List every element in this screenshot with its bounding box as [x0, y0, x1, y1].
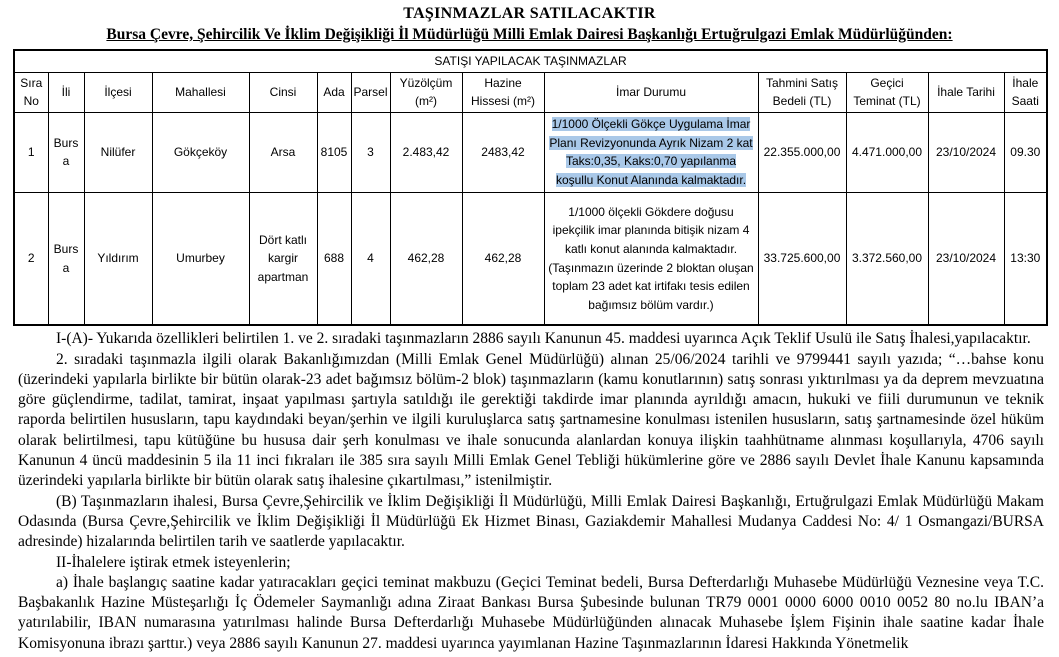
- cell-ihale-tarihi: 23/10/2024: [928, 112, 1004, 192]
- document-body-text: [18, 329, 1044, 654]
- cell-yuzolcum: 462,28: [390, 192, 462, 325]
- table-header-row: [14, 72, 1047, 112]
- column-header-gecici-teminat: Geçici Teminat (TL): [846, 72, 928, 112]
- column-header-yuzolcum: Yüzölçüm (m²): [390, 72, 462, 112]
- page-subtitle: Bursa Çevre, Şehircilik Ve İklim Değişikliği İl Müdürlüğü Milli Emlak Dairesi Başkanlığı Ertuğrulgazi Emlak Müdürlüğünden:: [106, 26, 953, 43]
- cell-ili: Bursa: [48, 112, 84, 192]
- paragraph-ihale-yeri: (B) Taşınmazların ihalesi, Bursa Çevre,Şehircilik ve İklim Değişikliği İl Müdürlüğü, Milli Emlak Dairesi Başkanlığı, Ertuğrulgazi Emlak Müdürlüğü Makam Odasında (Bursa Çevre,Şehircilik ve İklim Değişikliği İl Müdürlüğü Ek Hizmet Binası, Gaziakdemir Mahallesi Mudanya Caddesi No: 4/ 1 Osmangazi/BURSA adresinde) hizalarında belirtilen tarih ve saatlerde yapılacaktır.: [18, 492, 1044, 551]
- column-header-sira-no: Sıra No: [14, 72, 48, 112]
- cell-cinsi: Dört katlı kargir apartman: [249, 192, 317, 325]
- column-header-cinsi: Cinsi: [249, 72, 317, 112]
- cell-cinsi: Arsa: [249, 112, 317, 192]
- paragraph-bakanlik-yazisi: 2. sıradaki taşınmazla ilgili olarak Bakanlığımızdan (Milli Emlak Genel Müdürlüğü) alınan 25/06/2024 tarihli ve 9799441 sayılı yazıda; “…bahse konu (üzerindeki yapılarla birlikte bir bütün olarak-23 adet bağımsız bölüm-2 blok) taşınmazların (kamu konutlarının) satış sonrası yıktırılması ya da deprem mevzuatına göre güçlendirme, tadilat, tamirat, inşaat yapılması şartıyla satıldığı ile gerektiği takdirde imar planında ayrıldığı amacın, hukuki ve fiili durumunun ve teknik raporda belirtilen hususların, tapu kaydındaki beyan/şerhin ve ilgili kuruluşlarca satış şartnamesine konulması istenilen hususların, satış şartnamesinde özel hüküm olarak belirtilmesi, tapu kütüğüne bu hususa dair şerh konulması ve ihale sonucunda alanlardan konuya ilişkin taahhütname alınması koşullarıyla, 4706 sayılı Kanunun 4 üncü maddesinin 5 ila 11 inci fıkraları ile 385 sıra sayılı Milli Emlak Genel Tebliği hükümlerine göre ve 2886 sayılı Devlet İhale Kanunu kapsamında üzerindeki yapılarla birlikte bir bütün olarak satış ihalesine çıkartılması,” istenilmiştir.: [18, 350, 1044, 490]
- column-header-imar-durumu: İmar Durumu: [544, 72, 758, 112]
- cell-ada: 688: [317, 192, 351, 325]
- column-header-ihale-saati: İhale Saati: [1004, 72, 1047, 112]
- cell-imar-durumu: 1/1000 ölçekli Gökdere doğusu ipekçilik imar planında bitişik nizam 4 katlı konut alanında kalmaktadır.(Taşınmazın üzerinde 2 bloktan oluşan toplam 23 adet kat irtifakı tesis edilen bağımsız bölüm vardır.): [544, 192, 758, 325]
- cell-hazine-hissesi: 462,28: [462, 192, 544, 325]
- table-row: [14, 192, 1047, 325]
- table-caption-row: [14, 50, 1047, 72]
- paragraph-istirak-basligi: II-İhalelere iştirak etmek isteyenlerin;: [56, 553, 291, 571]
- document-header: [0, 0, 1059, 44]
- column-header-ilcesi: İlçesi: [84, 72, 152, 112]
- cell-mahallesi: Umurbey: [152, 192, 249, 325]
- paragraph-ihale-usulu: I-(A)- Yukarıda özellikleri belirtilen 1. ve 2. sıradaki taşınmazların 2886 sayılı Kanunun 45. maddesi uyarınca Açık Teklif Usulü ile Satış İhalesi,yapılacaktır.: [56, 330, 1031, 348]
- cell-mahallesi: Gökçeköy: [152, 112, 249, 192]
- column-header-hazine-hissesi: Hazine Hissesi (m²): [462, 72, 544, 112]
- column-header-ada: Ada: [317, 72, 351, 112]
- page-title: TAŞINMAZLAR SATILACAKTIR: [403, 5, 656, 22]
- cell-ada: 8105: [317, 112, 351, 192]
- paragraph-gecici-teminat-sartlari: a) İhale başlangıç saatine kadar yatıracakları geçici teminat makbuzu (Geçici Teminat bedeli, Bursa Defterdarlığı Muhasebe Müdürlüğü Veznesine veya T.C. Başbakanlık Hazine Müsteşarlığı İç Ödemeler Saymanlığı adına Ziraat Bankası Bursa Şubesinde bulunan TR79 0001 0000 6000 0010 0052 80 no.lu IBAN’a yatırılabilir, IBAN numarasına yatırılması halinde Bursa Defterdarlığı Muhasebe Müdürlüğünden alınacak Muhasebe İşlem Fişinin ihale saatine kadar İhale Komisyonuna ibrazı şarttır.) veya 2886 sayılı Kanunun 27. maddesi uyarınca yayımlanan Hazine Taşınmazlarının İdaresi Hakkında Yönetmelik: [18, 573, 1044, 652]
- column-header-tahmini-satis-bedeli: Tahmini Satış Bedeli (TL): [758, 72, 846, 112]
- cell-tahmini-satis-bedeli: 33.725.600,00: [758, 192, 846, 325]
- table-caption: SATIŞI YAPILACAK TAŞINMAZLAR: [14, 50, 1047, 72]
- column-header-mahallesi: Mahallesi: [152, 72, 249, 112]
- cell-tahmini-satis-bedeli: 22.355.000,00: [758, 112, 846, 192]
- cell-parsel: 3: [351, 112, 390, 192]
- column-header-parsel: Parsel: [351, 72, 390, 112]
- cell-ilcesi: Yıldırım: [84, 192, 152, 325]
- cell-ihale-saati: 09.30: [1004, 112, 1047, 192]
- cell-hazine-hissesi: 2483,42: [462, 112, 544, 192]
- cell-gecici-teminat: 3.372.560,00: [846, 192, 928, 325]
- cell-imar-durumu: [544, 112, 758, 192]
- cell-sira-no: 1: [14, 112, 48, 192]
- highlighted-text: 1/1000 Ölçekli Gökçe Uygulama İmar Planı Revizyonunda Ayrık Nizam 2 kat Taks:0,35, Kaks:0,70 yapılanma koşullu Konut Alanında kalmaktadır.: [549, 117, 753, 187]
- cell-ihale-tarihi: 23/10/2024: [928, 192, 1004, 325]
- cell-ili: Bursa: [48, 192, 84, 325]
- cell-ilcesi: Nilüfer: [84, 112, 152, 192]
- column-header-ihale-tarihi: İhale Tarihi: [928, 72, 1004, 112]
- cell-sira-no: 2: [14, 192, 48, 325]
- cell-ihale-saati: 13:30: [1004, 192, 1047, 325]
- cell-yuzolcum: 2.483,42: [390, 112, 462, 192]
- sales-table: [13, 49, 1048, 326]
- column-header-ili: İli: [48, 72, 84, 112]
- cell-gecici-teminat: 4.471.000,00: [846, 112, 928, 192]
- cell-parsel: 4: [351, 192, 390, 325]
- table-row: [14, 112, 1047, 192]
